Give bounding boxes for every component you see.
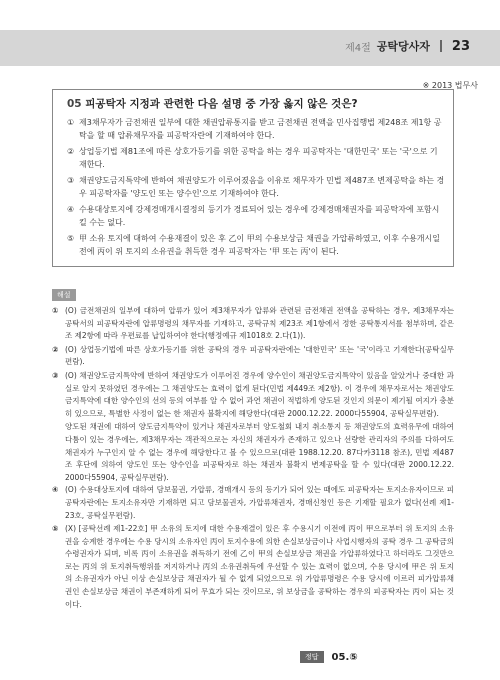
option-5: ⑤ 甲 소유 토지에 대하여 수용재결이 있은 후 乙이 甲의 수용보상금 채권을 가압류하였고, 이후 수용개시일 전에 丙이 위 토지의 소유권을 취득한 경우 피공탁자는 '甲 또는 丙'이 된다. [67,234,440,256]
question-title [67,96,445,111]
explanation-item-2: ② (O) 상업등기법에 따른 상호가등기를 위한 공탁의 경우 피공탁자란에는 '대한민국' 또는 '국'이라고 기재한다(공탁실무편람). [52,344,454,367]
explanation-item-5: ⑤ (X) [공탁선례 제1-22호] 甲 소유의 토지에 대한 수용재결이 있은 후 수용시기 이전에 丙이 甲으로부터 위 토지의 소유권을 승계한 경우에는 수용 당시의 소유자인 丙이 토지수용에 의한 손실보상금이나 사업시행자의 공탁 경우 그 공탁금의 수령권자가 되며, 비록 丙이 소유권을 취득하기 전에 乙이 甲의 손실보상금 채권을 가압류하였다고 하더라도 그것만으로는 丙의 위 토지취득행위를 저지하거나 丙의 소유권취득에 우선할 수 있는 효력이 없으며, 수용 당시에 甲은 위 토지의 소유권자가 아닌 이상 손실보상금 채권자가 될 수 없게 되었으므로 위 가압류명령은 수용 당시에 이르러 피가압류채권인 손실보상금 채권이 부존재하게 되어 무효가 되는 것이므로, 위 보상금을 공탁하는 경우의 피공탁자는 丙이 되는 것이다. [52,524,454,609]
question-source: ※ 2013 법무사 [422,81,478,90]
page-header [345,38,470,54]
section-title: 공탁당사자 [376,40,430,53]
explanation-item-3-continued: 양도된 채권에 대하여 양도금지특약이 있거나 채권자로부터 양도철회 내지 취소통지 등 채권양도의 효력유무에 대하여 다툼이 있는 경우에는, 제3채무자는 객관적으로는 자신의 채권자가 존재하고 있으나 선량한 관리자의 주의를 다하여도 채권자가 누구인지 알 수 없는 경우에 해당한다고 볼 수 있으므로(대판 1988.12.20. 87다카3118 참조), 민법 제487조 후단에 의하여 양도인 또는 양수인을 피공탁자로 하는 채권자 불확지 변제공탁을 할 수 있다(대판 2000.12.22. 2000다55904, 공탁실무편람). [65,422,454,482]
option-2: ② 상업등기법 제81조에 따른 상호가등기를 위한 공탁을 하는 경우 피공탁자는 '대한민국' 또는 '국'으로 기재한다. [67,147,438,169]
question-number: 05 [67,98,82,110]
explanation-item-1: ① (O) 금전채권의 일부에 대하여 압류가 있어 제3채무자가 압류와 관련된 금전채권 전액을 공탁하는 경우, 제3채무자는 공탁서의 피공탁자란에 압류명령의 채무자를 기재하고, 공탁규칙 제23조 제1항에서 정한 공탁통지서를 첨부하며, 같은 조 제2항에 따라 우편료를 납입하여야 한다(행정예규 제1018호 2.다(1)). [52,306,454,341]
answer-tag: 정답 [300,651,324,663]
answer-value: 05.⑤ [331,651,358,663]
question-box [52,89,454,267]
option-1: ① 제3채무자가 금전채권 일부에 대한 채권압류통지를 받고 금전채권 전액을 민사집행법 제248조 제1항 공탁을 할 때 압류채무자를 피공탁자란에 기재하여야 한다. [67,118,442,140]
option-4: ④ 수용대상토지에 강제경매개시결정의 등기가 경료되어 있는 경우에 강제경매채권자를 피공탁자에 포함시킬 수는 없다. [67,205,440,227]
header-divider [440,40,442,52]
explanation-tag: 해설 [52,289,76,301]
explanation-item-3: ③ (O) 채권양도금지특약에 반하여 채권양도가 이루어진 경우에 양수인이 채권양도금지특약이 있음을 알았거나 중대한 과실로 알지 못하였던 경우에는 그 채권양도는 효력이 없게 된다(민법 제449조 제2항). 이 경우에 채무자로서는 채권양도금지특약에 대한 양수인의 선의 등의 여부를 알 수 없어 과연 채권이 적법하게 양도된 것인지 의문이 제기될 여지가 충분히 있으므로, 특별한 사정이 없는 한 채권자 불확지에 해당한다(대판 2000.12.22. 2000다55904, 공탁실무편람). [52,370,454,418]
question-text: 피공탁자 지정과 관련한 다음 설명 중 가장 옳지 않은 것은? [85,98,358,110]
page-number: 23 [451,38,470,54]
option-3: ③ 채권양도금지특약에 반하여 채권양도가 이루어졌음을 이유로 채무자가 민법 제487조 변제공탁을 하는 경우 피공탁자를 '양도인 또는 양수인'으로 기재하여야 한다. [67,176,445,198]
explanation-item-4: ④ (O) 수용대상토지에 대하여 담보물권, 가압류, 경매개시 등의 등기가 되어 있는 때에도 피공탁자는 토지소유자이므로 피공탁자란에는 토지소유자만 기재하면 되고 담보물권자, 가압류채권자, 경매신청인 등은 기재할 필요가 없다(선례 제1-23호, 공탁실무편람). [52,485,454,520]
chapter-label: 제4절 [345,42,371,54]
answer-box [300,651,358,663]
explanation-section [52,282,454,612]
